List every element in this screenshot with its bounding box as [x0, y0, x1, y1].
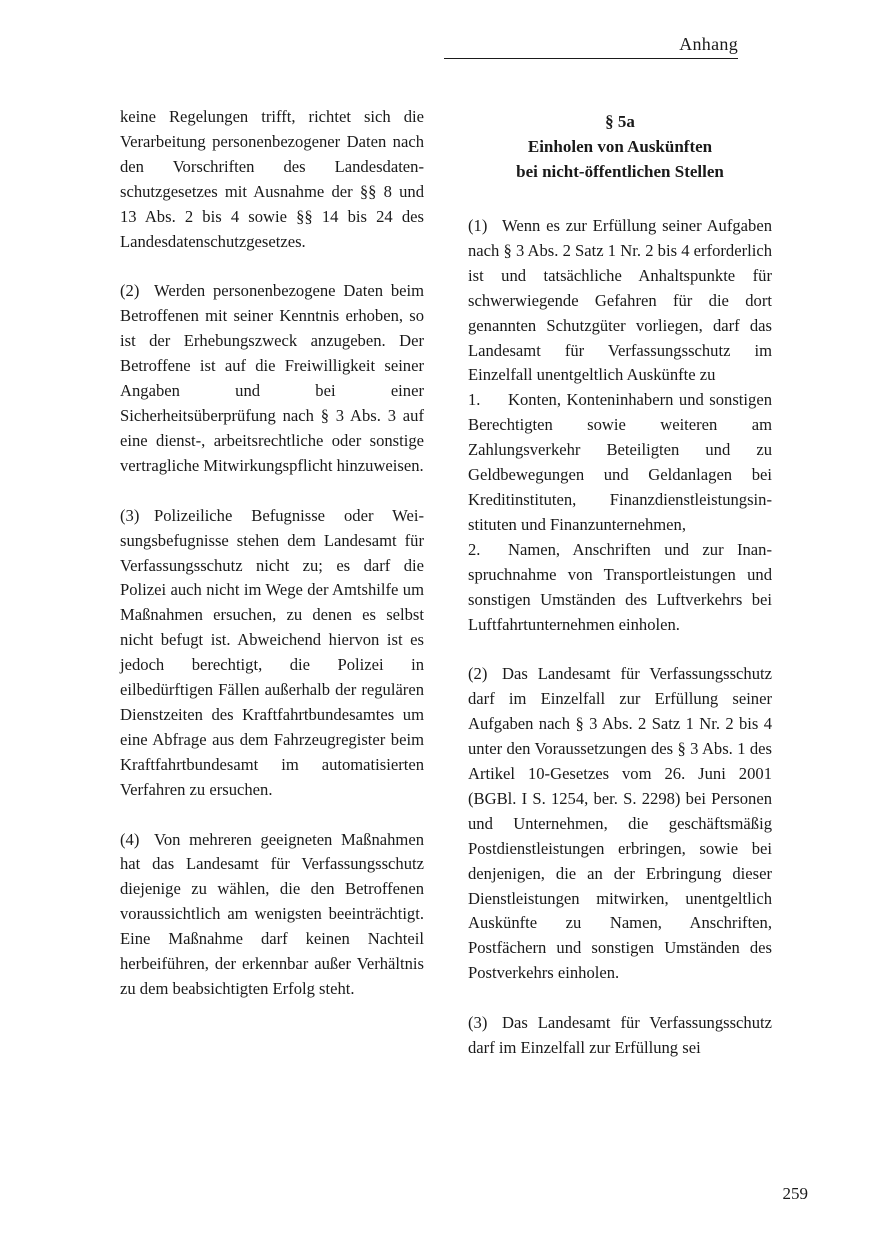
- left-column: [120, 105, 424, 1027]
- paragraph-1: [468, 214, 772, 388]
- section-title-line1: Einholen von Auskünften: [527, 137, 713, 156]
- paragraph-number: (3): [468, 1013, 488, 1033]
- header-rule: [444, 58, 738, 59]
- paragraph-number: (4): [120, 829, 140, 849]
- list-item-text: Namen, Anschriften und zur Inanspruchnahme von Transportleistungen und sonstigen Umständen des Luftverkehrs bei Luftfahrtunternehmen einholen.: [468, 539, 772, 634]
- list-item-1: [468, 388, 772, 537]
- section-heading: [468, 109, 772, 184]
- list-item-2: [468, 538, 772, 638]
- paragraph-4: [120, 828, 424, 1002]
- right-column: [468, 105, 772, 1061]
- paragraph-3: [468, 1011, 772, 1061]
- paragraph-text: Von mehreren geeigneten Maßnahmen hat das Landesamt für Verfassungsschutz diejenige zu wählen, die den Betroffenen voraussichtlich am wenigsten beeinträchtigt. Eine Maßnahme darf keinen Nachteil herbeiführen, der erkennbar außer Verhältnis zu dem beabsichtigten Erfolg steht.: [120, 829, 424, 998]
- list-item-number: 1.: [468, 390, 481, 410]
- list-item-text: Konten, Konteninhabern und sonstigen Berechtigten sowie weiteren am Zahlungsverkehr Beteiligten und zu Geldbewegungen und Geldanlagen bei Kreditinstituten, Finanzdienstleistungsinstituten und Finanzunternehmen,: [468, 390, 772, 534]
- paragraph-2: [468, 662, 772, 986]
- paragraph-text: Das Landesamt für Verfassungsschutz darf im Einzelfall zur Erfüllung sei: [468, 1013, 772, 1058]
- paragraph-2: [120, 279, 424, 478]
- paragraph-3: [120, 504, 424, 803]
- paragraph-number: (1): [468, 216, 488, 235]
- paragraph-continuation: [120, 105, 424, 254]
- paragraph-text: Polizeiliche Befugnisse oder Weisungsbefugnisse stehen dem Landesamt für Verfassungsschutz nicht zu; es darf die Polizei auch nicht im Wege der Amtshilfe um Maßnahmen ersuchen, zu denen es selbst nicht befugt ist. Abweichend hiervon ist es jedoch berechtigt, die Polizei in eilbedürftigen Fällen außerhalb der regulären Dienstzeiten des Kraftfahrtbundesamtes um eine Abfrage aus dem Fahrzeugregister beim Kraftfahrtbundesamt im automatisierten Verfahren zu ersuchen.: [120, 505, 424, 799]
- section-number: § 5a: [605, 112, 635, 131]
- paragraph-number: (3): [120, 505, 140, 525]
- paragraph-text: Wenn es zur Erfüllung seiner Aufgaben nach § 3 Abs. 2 Satz 1 Nr. 2 bis 4 erforderlich ist und tatsächliche Anhaltspunkte für schwerwiegende Gefahren für die dort genannten Schutzgüter vorliegen, darf das Landesamt für Verfassungsschutz im Einzelfall unentgeltlich Auskünfte zu: [468, 216, 772, 385]
- page-number: 259: [782, 1184, 808, 1203]
- paragraph-number: (2): [120, 281, 140, 301]
- paragraph-text: keine Regelungen trifft, richtet sich die Verarbeitung personenbezogener Daten nach den Vorschriften des Landesdatenschutzgesetzes mit Ausnahme der §§ 8 und 13 Abs. 2 bis 4 sowie §§ 14 bis 24 des Landesdatenschutzgesetzes.: [120, 107, 424, 251]
- list-item-number: 2.: [468, 539, 481, 559]
- paragraph-text: Werden personenbezogene Daten beim Betroffenen mit seiner Kenntnis erhoben, so ist der Erhebungszweck anzugeben. Der Betroffene ist auf die Freiwilligkeit seiner Angaben und bei einer Sicherheitsüberprüfung nach § 3 Abs. 3 auf eine dienst-, arbeitsrechtliche oder sonstige vertragliche Mitwirkungspflicht hinzuweisen.: [120, 281, 424, 475]
- paragraph-text: Das Landesamt für Verfassungsschutz darf im Einzelfall zur Erfüllung seiner Aufgaben nach § 3 Abs. 2 Satz 1 Nr. 2 bis 4 unter den Voraussetzungen des § 3 Abs. 1 des Artikel 10-Gesetzes vom 26. Juni 2001 (BGBl. I S. 1254, ber. S. 2298) bei Personen und Unternehmen, die geschäftsmäßig Postdienstleistungen erbringen, sowie bei denjenigen, die an der Erbringung dieser Dienstleistungen mitwirken, unentgeltlich Auskünfte zu Namen, Anschriften, Postfächern und sonstigen Umständen des Postverkehrs einholen.: [468, 664, 772, 983]
- paragraph-number: (2): [468, 664, 488, 684]
- section-title-line2: bei nicht-öffentlichen Stellen: [516, 162, 724, 181]
- running-header: Anhang: [679, 34, 738, 54]
